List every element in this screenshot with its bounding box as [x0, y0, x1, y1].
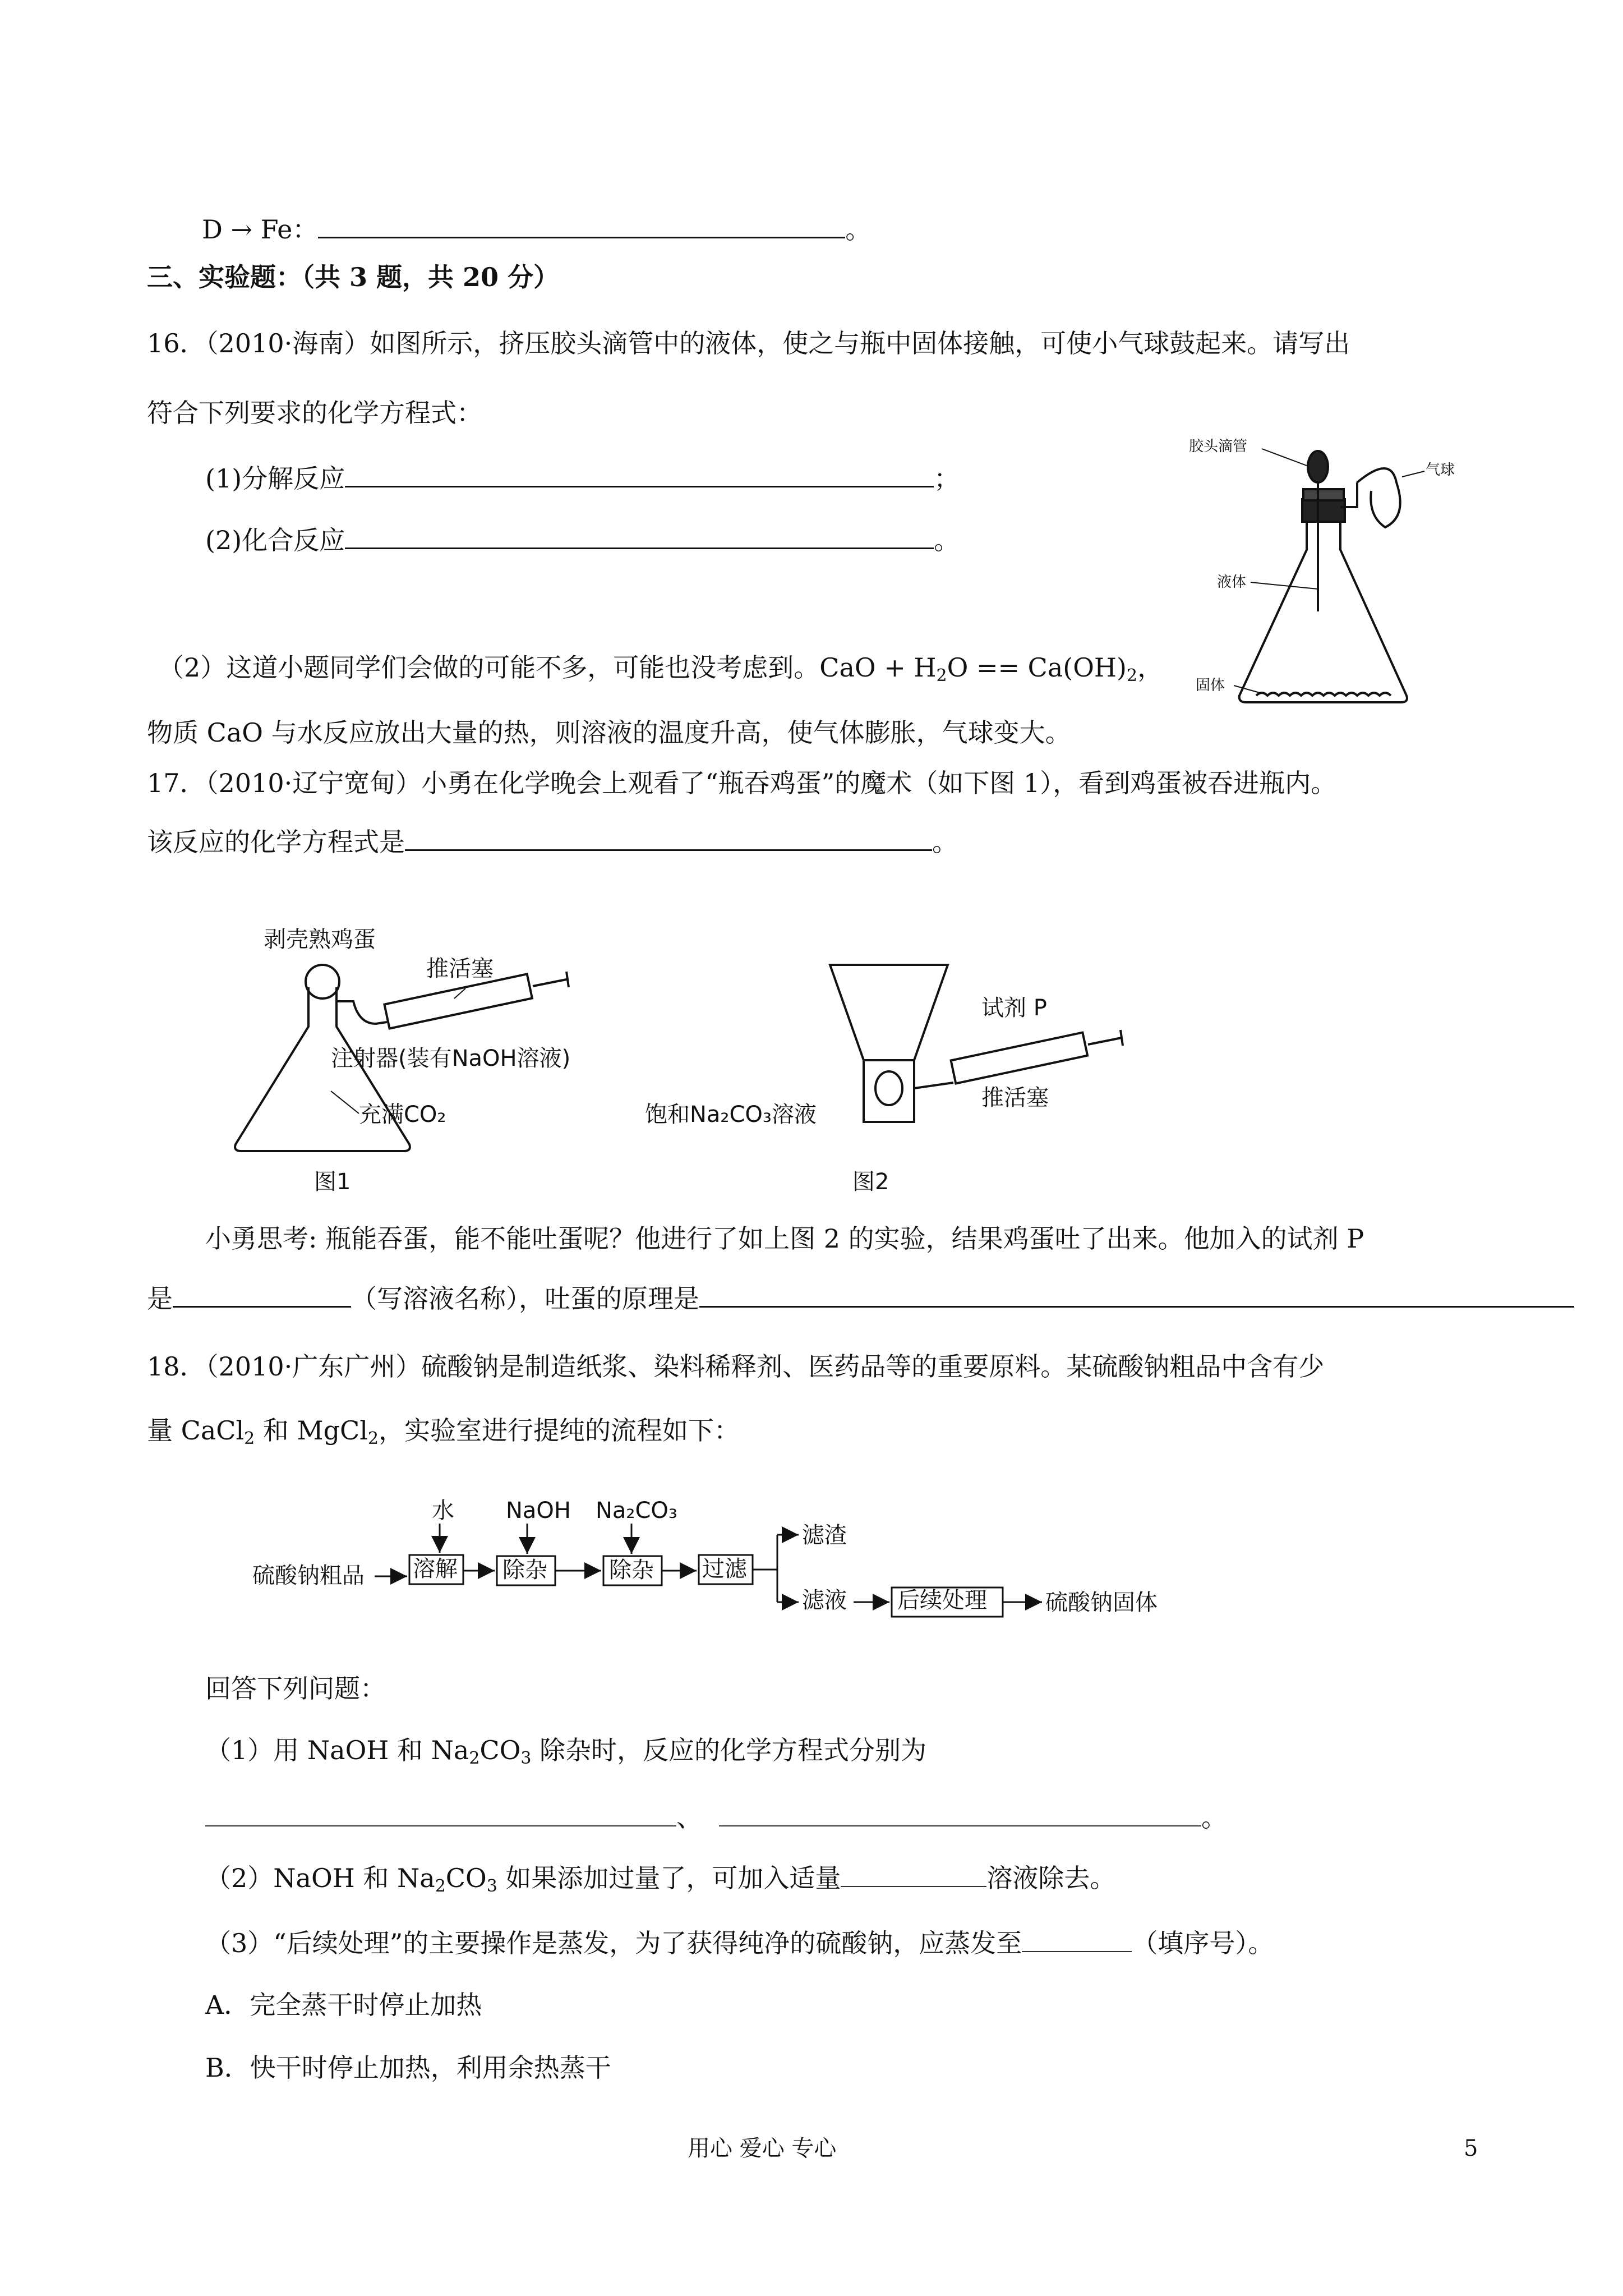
q17-think: 小勇思考: 瓶能吞蛋，能不能吐蛋呢？他进行了如上图 2 的实验，结果鸡蛋吐了出来。他加入的试剂 P: [205, 1223, 1364, 1254]
label-egg: 剥壳熟鸡蛋: [264, 927, 376, 953]
answer-blank[interactable]: [699, 1281, 1574, 1308]
q16-answer: （2）这道小题同学们会做的可能不多，可能也没考虑到。CaO + $H_2O == Ca(OH)_2$，: [158, 652, 1164, 685]
q18-text: 18．（2010·广东广州）硫酸钠是制造纸浆、染料稀释剂、医药品等的重要原料。某硫酸钠粗品中含有少: [147, 1351, 1325, 1382]
answer-blank[interactable]: [841, 1861, 986, 1887]
q18-part3: （3）“后续处理”的主要操作是蒸发，为了获得纯净的硫酸钠，应蒸发至 （填序号）。: [205, 1926, 1274, 1960]
flow-dissolve: 溶解: [413, 1556, 458, 1582]
d-fe-line: D → Fe： 。: [202, 212, 871, 246]
label-dropper: 胶头滴管: [1189, 438, 1248, 455]
flow-solid: 硫酸钠固体: [1045, 1590, 1158, 1616]
q18-part2: （2）NaOH 和 $Na_2CO_3$ 如果添加过量了，可加入适量 溶液除去。: [205, 1861, 1115, 1895]
q17-reagent: 是 （写溶液名称），吐蛋的原理是: [147, 1281, 1574, 1315]
q17-egg-figure: [219, 920, 1161, 1223]
flow-remove-1: 除杂: [502, 1557, 547, 1583]
q18-flow-chart: [247, 1487, 1200, 1644]
q16-text: 16．（2010·海南）如图所示，挤压胶头滴管中的液体，使之与瓶中固体接触，可使小气球鼓起来。请写出: [147, 328, 1350, 358]
flow-naoh: NaOH: [506, 1498, 571, 1524]
label-plunger-1: 推活塞: [426, 956, 494, 982]
answer-blank[interactable]: [405, 825, 932, 851]
label-solid: 固体: [1196, 677, 1225, 694]
answer-blank[interactable]: [719, 1801, 1201, 1826]
page-number: 5: [1464, 2136, 1478, 2161]
section-heading: 三、实验题：（共 3 题，共 20 分）: [147, 262, 560, 292]
footer-motto: 用心 爱心 专心: [688, 2136, 837, 2161]
q16-text-2: 符合下列要求的化学方程式：: [147, 398, 482, 428]
label-reagent-p: 试剂 P: [981, 995, 1047, 1021]
option-b: B．快干时停止加热，利用余热蒸干: [205, 2053, 611, 2083]
answer-blank[interactable]: [345, 461, 934, 487]
q18-text-2: 量 CaCl$_2$ 和 MgCl$_2$，实验室进行提纯的流程如下：: [147, 1415, 740, 1448]
figure-2-caption: 图2: [852, 1169, 889, 1195]
q18-prompt: 回答下列问题：: [205, 1673, 386, 1704]
flow-residue: 滤渣: [802, 1522, 847, 1548]
q16-answer-2: 物质 CaO 与水反应放出大量的热，则溶液的温度升高，使气体膨胀，气球变大。: [147, 717, 1071, 748]
q17-text: 17．（2010·辽宁宽甸）小勇在化学晚会上观看了“瓶吞鸡蛋”的魔术（如下图 1），看到鸡蛋被吞进瓶内。: [147, 768, 1337, 798]
label-balloon: 气球: [1426, 462, 1455, 478]
answer-blank[interactable]: [205, 1801, 676, 1826]
flow-post-processing: 后续处理: [897, 1588, 987, 1613]
flow-remove-2: 除杂: [609, 1557, 654, 1583]
q17-equation: 该反应的化学方程式是 。: [147, 825, 958, 859]
flow-water: 水: [432, 1498, 454, 1524]
flow-filter: 过滤: [702, 1556, 747, 1582]
label-liquid: 液体: [1217, 574, 1247, 591]
flow-filtrate: 滤液: [802, 1588, 847, 1613]
q16-part1: (1)分解反应 ；: [205, 461, 960, 495]
answer-blank[interactable]: [318, 212, 845, 238]
answer-blank[interactable]: [1022, 1926, 1132, 1952]
answer-blank[interactable]: [173, 1281, 351, 1308]
option-a: A．完全蒸干时停止加热: [205, 1990, 482, 2020]
q16-apparatus-figure: [1178, 432, 1469, 712]
q18-part1: （1）用 NaOH 和 $Na_2CO_3$ 除杂时，反应的化学方程式分别为: [205, 1735, 927, 1768]
flow-crude: 硫酸钠粗品: [252, 1563, 365, 1589]
flow-na2co3: Na₂CO₃: [596, 1498, 677, 1524]
label-plunger-2: 推活塞: [981, 1085, 1049, 1111]
q16-part2: (2)化合反应 。: [205, 523, 960, 557]
label-syringe: 注射器(装有NaOH溶液): [331, 1046, 571, 1071]
label-na2co3: 饱和Na₂CO₃溶液: [645, 1102, 817, 1128]
q18-part1-blanks: 、 。: [205, 1801, 1227, 1834]
label-co2: 充满CO₂: [359, 1102, 446, 1128]
figure-1-caption: 图1: [314, 1169, 351, 1195]
answer-blank[interactable]: [345, 523, 934, 549]
